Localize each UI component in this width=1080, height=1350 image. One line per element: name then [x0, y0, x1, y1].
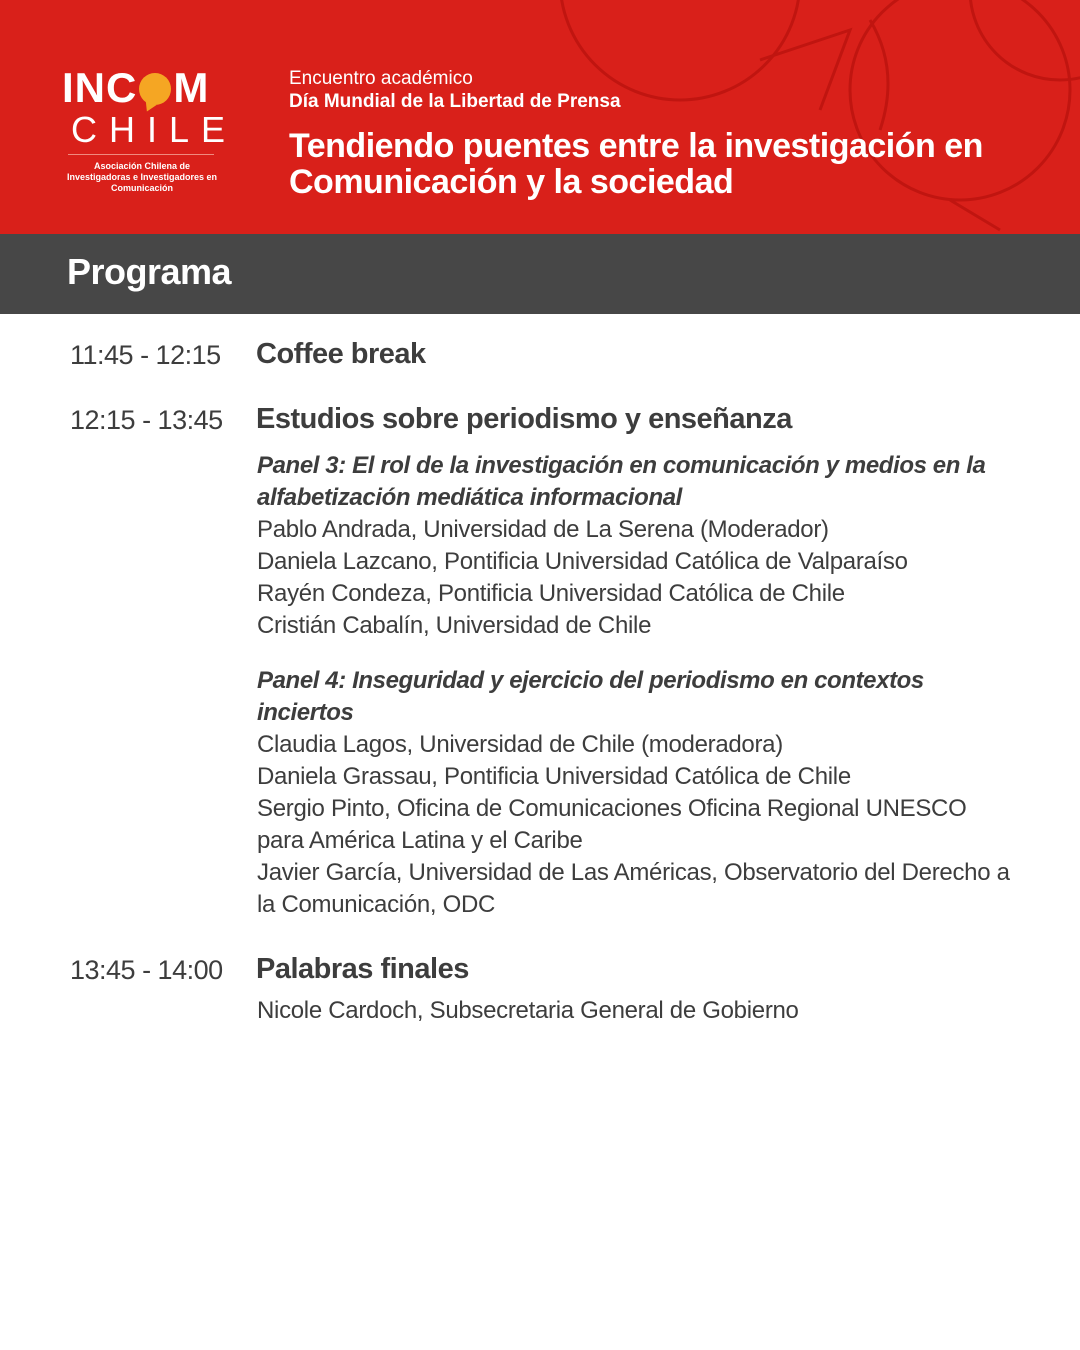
schedule-time: 11:45 - 12:15 [70, 340, 221, 370]
event-title: Tendiendo puentes entre la investigación en Comunicación y la sociedad [289, 127, 983, 201]
logo-chile-text: CHILE [71, 109, 238, 150]
logo-divider [68, 154, 214, 155]
participant: Nicole Cardoch, Subsecretaria General de Gobierno [257, 997, 799, 1024]
session-title: Coffee break [256, 338, 426, 370]
participant: Claudia Lagos, Universidad de Chile (moderadora) [257, 731, 783, 758]
panel-title: Panel 4: Inseguridad y ejercicio del periodismo en contextos inciertos [257, 667, 924, 726]
session-title: Palabras finales [256, 953, 469, 985]
closing-speakers [257, 995, 1017, 1027]
participant: Sergio Pinto, Oficina de Comunicaciones Oficina Regional UNESCO para América Latina y el Caribe [257, 795, 967, 854]
program-heading: Programa [67, 251, 232, 292]
logo-wordmark: INC M [62, 64, 210, 111]
header-banner [0, 0, 1080, 234]
incom-chile-logo [62, 64, 238, 194]
participant: Daniela Grassau, Pontificia Universidad Católica de Chile [257, 763, 851, 790]
participant: Javier García, Universidad de Las Américas, Observatorio del Derecho a la Comunicación, ODC [257, 859, 1010, 918]
panel-4 [257, 665, 1017, 921]
speech-bubble-icon [139, 73, 171, 105]
panel-title: Panel 3: El rol de la investigación en comunicación y medios en la alfabetización mediática informacional [257, 452, 986, 511]
program-bar [0, 234, 1080, 314]
participant: Daniela Lazcano, Pontificia Universidad Católica de Valparaíso [257, 548, 908, 575]
session-title: Estudios sobre periodismo y enseñanza [256, 403, 792, 435]
participant: Cristián Cabalín, Universidad de Chile [257, 612, 652, 639]
participant: Rayén Condeza, Pontificia Universidad Católica de Chile [257, 580, 845, 607]
participant: Pablo Andrada, Universidad de La Serena (Moderador) [257, 516, 829, 543]
logo-subtitle: Asociación Chilena de Investigadoras e Investigadores en Comunicación [66, 161, 218, 193]
panel-3 [257, 450, 1017, 642]
event-name: Día Mundial de la Libertad de Prensa [289, 91, 621, 112]
schedule-time: 12:15 - 13:45 [70, 405, 223, 435]
schedule-time: 13:45 - 14:00 [70, 955, 223, 985]
event-type: Encuentro académico [289, 68, 473, 89]
